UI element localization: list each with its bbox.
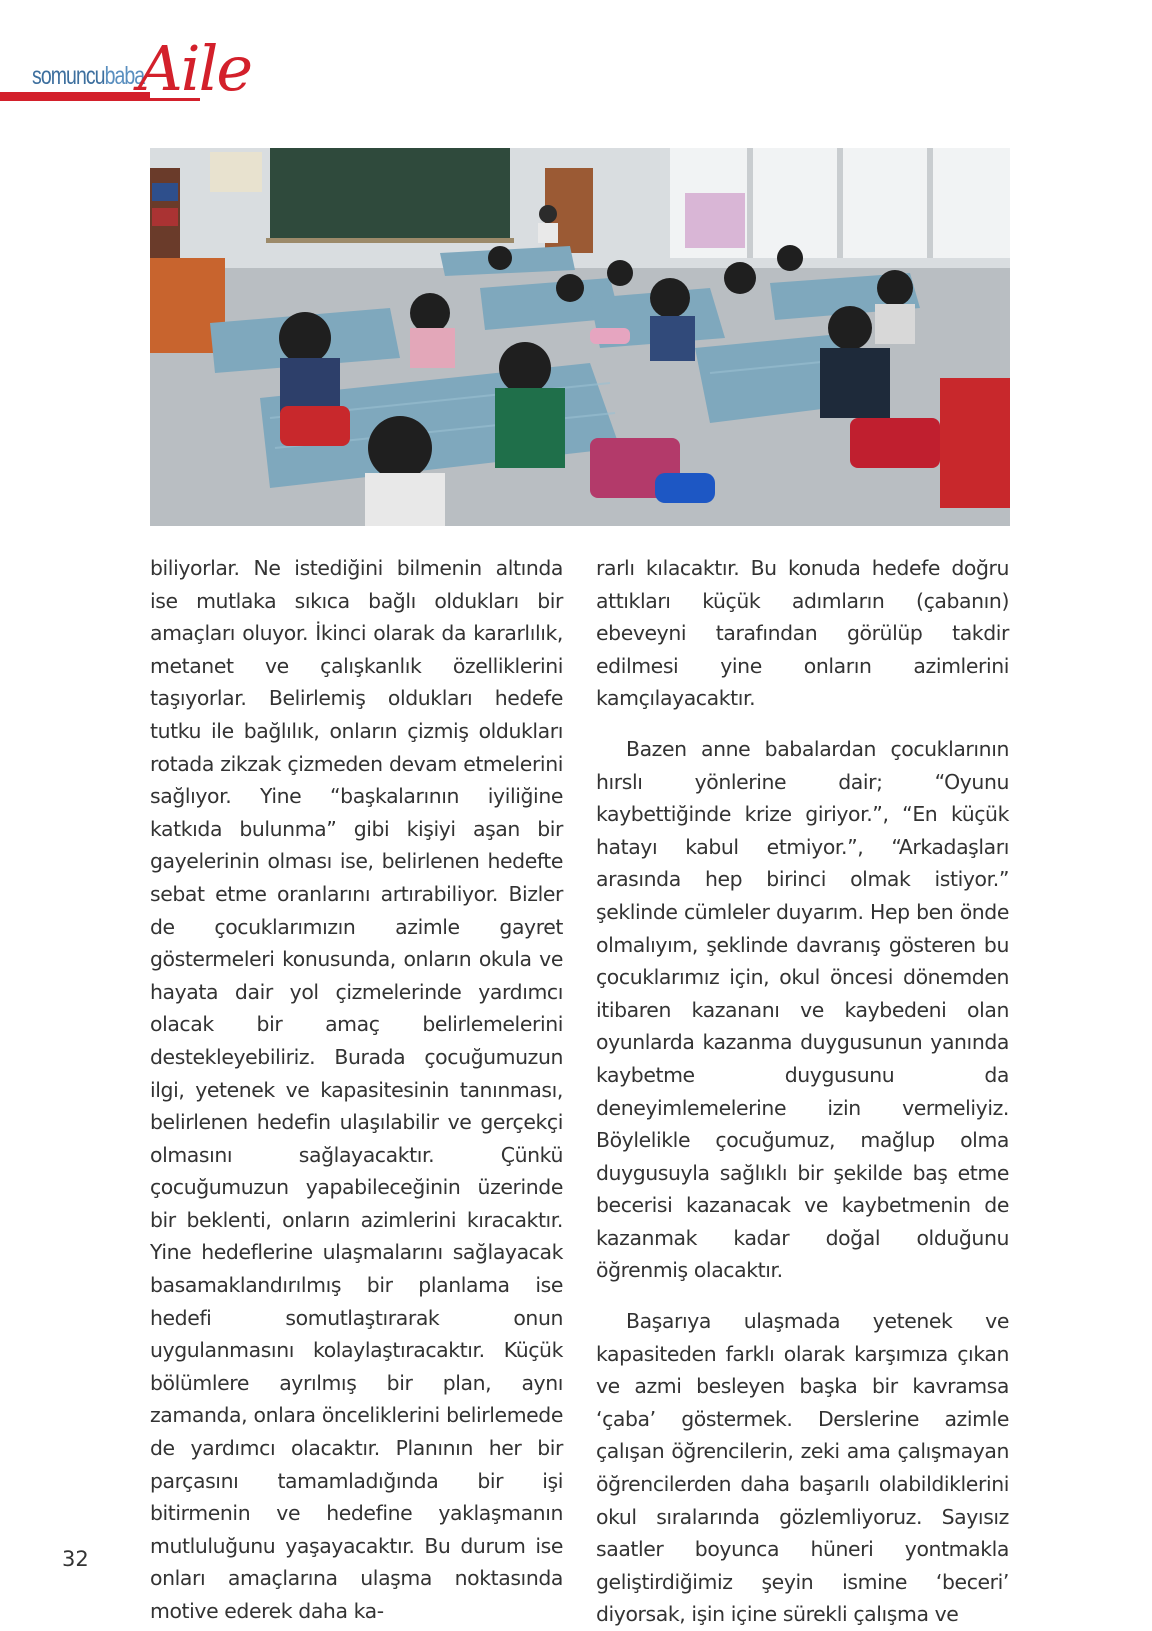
brand-part-somuncu: somuncu	[32, 62, 105, 90]
classroom-illustration	[150, 148, 1010, 526]
classroom-photo	[150, 148, 1010, 526]
section-name: Aile	[138, 32, 252, 105]
page-number: 32	[62, 1547, 89, 1571]
paragraph: rarlı kılacaktır. Bu konuda hedefe doğru attıkları küçük adımların (çabanın) ebeveyni tarafından görülüp takdir edilmesi yine onların azimlerini kamçılayacaktır.	[596, 556, 1009, 711]
paragraph: Bazen anne babalardan çocuklarının hırslı yönlerine dair; “Oyunu kaybettiğinde krize giriyor.”, “En küçük hatayı kabul etmiyor.”, “Arkadaşları arasında hep birinci olmak istiyor.” şeklinde cümleler duyarım. Hep ben önde olmalıyım, şeklinde davranış gösteren bu çocuklarımız için, okul öncesi dönemden itibaren kazananı ve kaybedeni olan oyunlarda kazanma duygusunun yanında kaybetme duygusunu da deneyimlemelerine izin vermeliyiz. Böylelikle çocuğumuz, mağlup olma duygusuyla sağlıklı bir şekilde baş etme becerisi kazanacak ve kaybetmenin de kazanmak kadar doğal olduğunu öğrenmiş olacaktır.	[596, 736, 1009, 1283]
paragraph: biliyorlar. Ne istediğini bilmenin altında ise mutlaka sıkıca bağlı oldukları bir amaçları oluyor. İkinci olarak da kararlılık, metanet ve çalışkanlık özelliklerini taşıyorlar. Belirlemiş oldukları hedefe tutku ile bağlılık, onların çizmiş oldukları rotada zikzak çizmeden devam etmelerini sağlıyor. Yine “başkalarının iyiliğine katkıda bulunma” gibi kişiyi aşan bir gayelerinin olması ise, belirlenen hedefte sebat etme oranlarını artırabiliyor. Bizler de çocuklarımızın azimle gayret göstermeleri konusunda, onların okula ve hayata dair yol çizmelerinde yardımcı olacak bir amaç belirlemelerini destekleyebiliriz. Burada çocuğumuzun ilgi, yetenek ve kapasitesinin tanınması, belirlenen hedefin ulaşılabilir ve gerçekçi olmasını sağlayacaktır. Çünkü çocuğumuzun yapabileceğinin üzerinde bir beklenti, onların azimlerini kıracaktır. Yine hedeflerine ulaşmalarını sağlayacak basamaklandırılmış bir planlama ise hedefi somutlaştırarak onun uygulanmasını kolaylaştıracaktır. Küçük bölümlere ayrılmış bir plan, aynı zamanda, onlara önceliklerini belirlemede de yardımcı olacaktır. Planının her bir parçasını tamamladığında bir işi bitirmenin ve hedefine yaklaşmanın mutluluğunu yaşayacaktır. Bu durum ise onları amaçlarına ulaşma noktasında motive ederek daha ka-	[150, 556, 563, 1623]
text-column-right	[596, 552, 1009, 1631]
magazine-logo	[0, 30, 300, 110]
brand-part-baba: baba	[104, 62, 145, 90]
paragraph: Başarıya ulaşmada yetenek ve kapasiteden farklı olarak karşımıza çıkan ve azmi besleyen başka bir kavramsa ‘çaba’ göstermek. Derslerine azimle çalışan öğrencilerin, zeki ama çalışmayan öğrencilerden daha başarılı olabildiklerini okul sıralarında gözlemliyoruz. Sayısız saatler boyunca hüneri yontmakla geliştirdiğimiz şeyin ismine ‘beceri’ diyorsak, işin içine sürekli çalışma ve	[596, 1309, 1009, 1627]
text-column-left	[150, 552, 563, 1628]
brand-name	[32, 62, 144, 91]
